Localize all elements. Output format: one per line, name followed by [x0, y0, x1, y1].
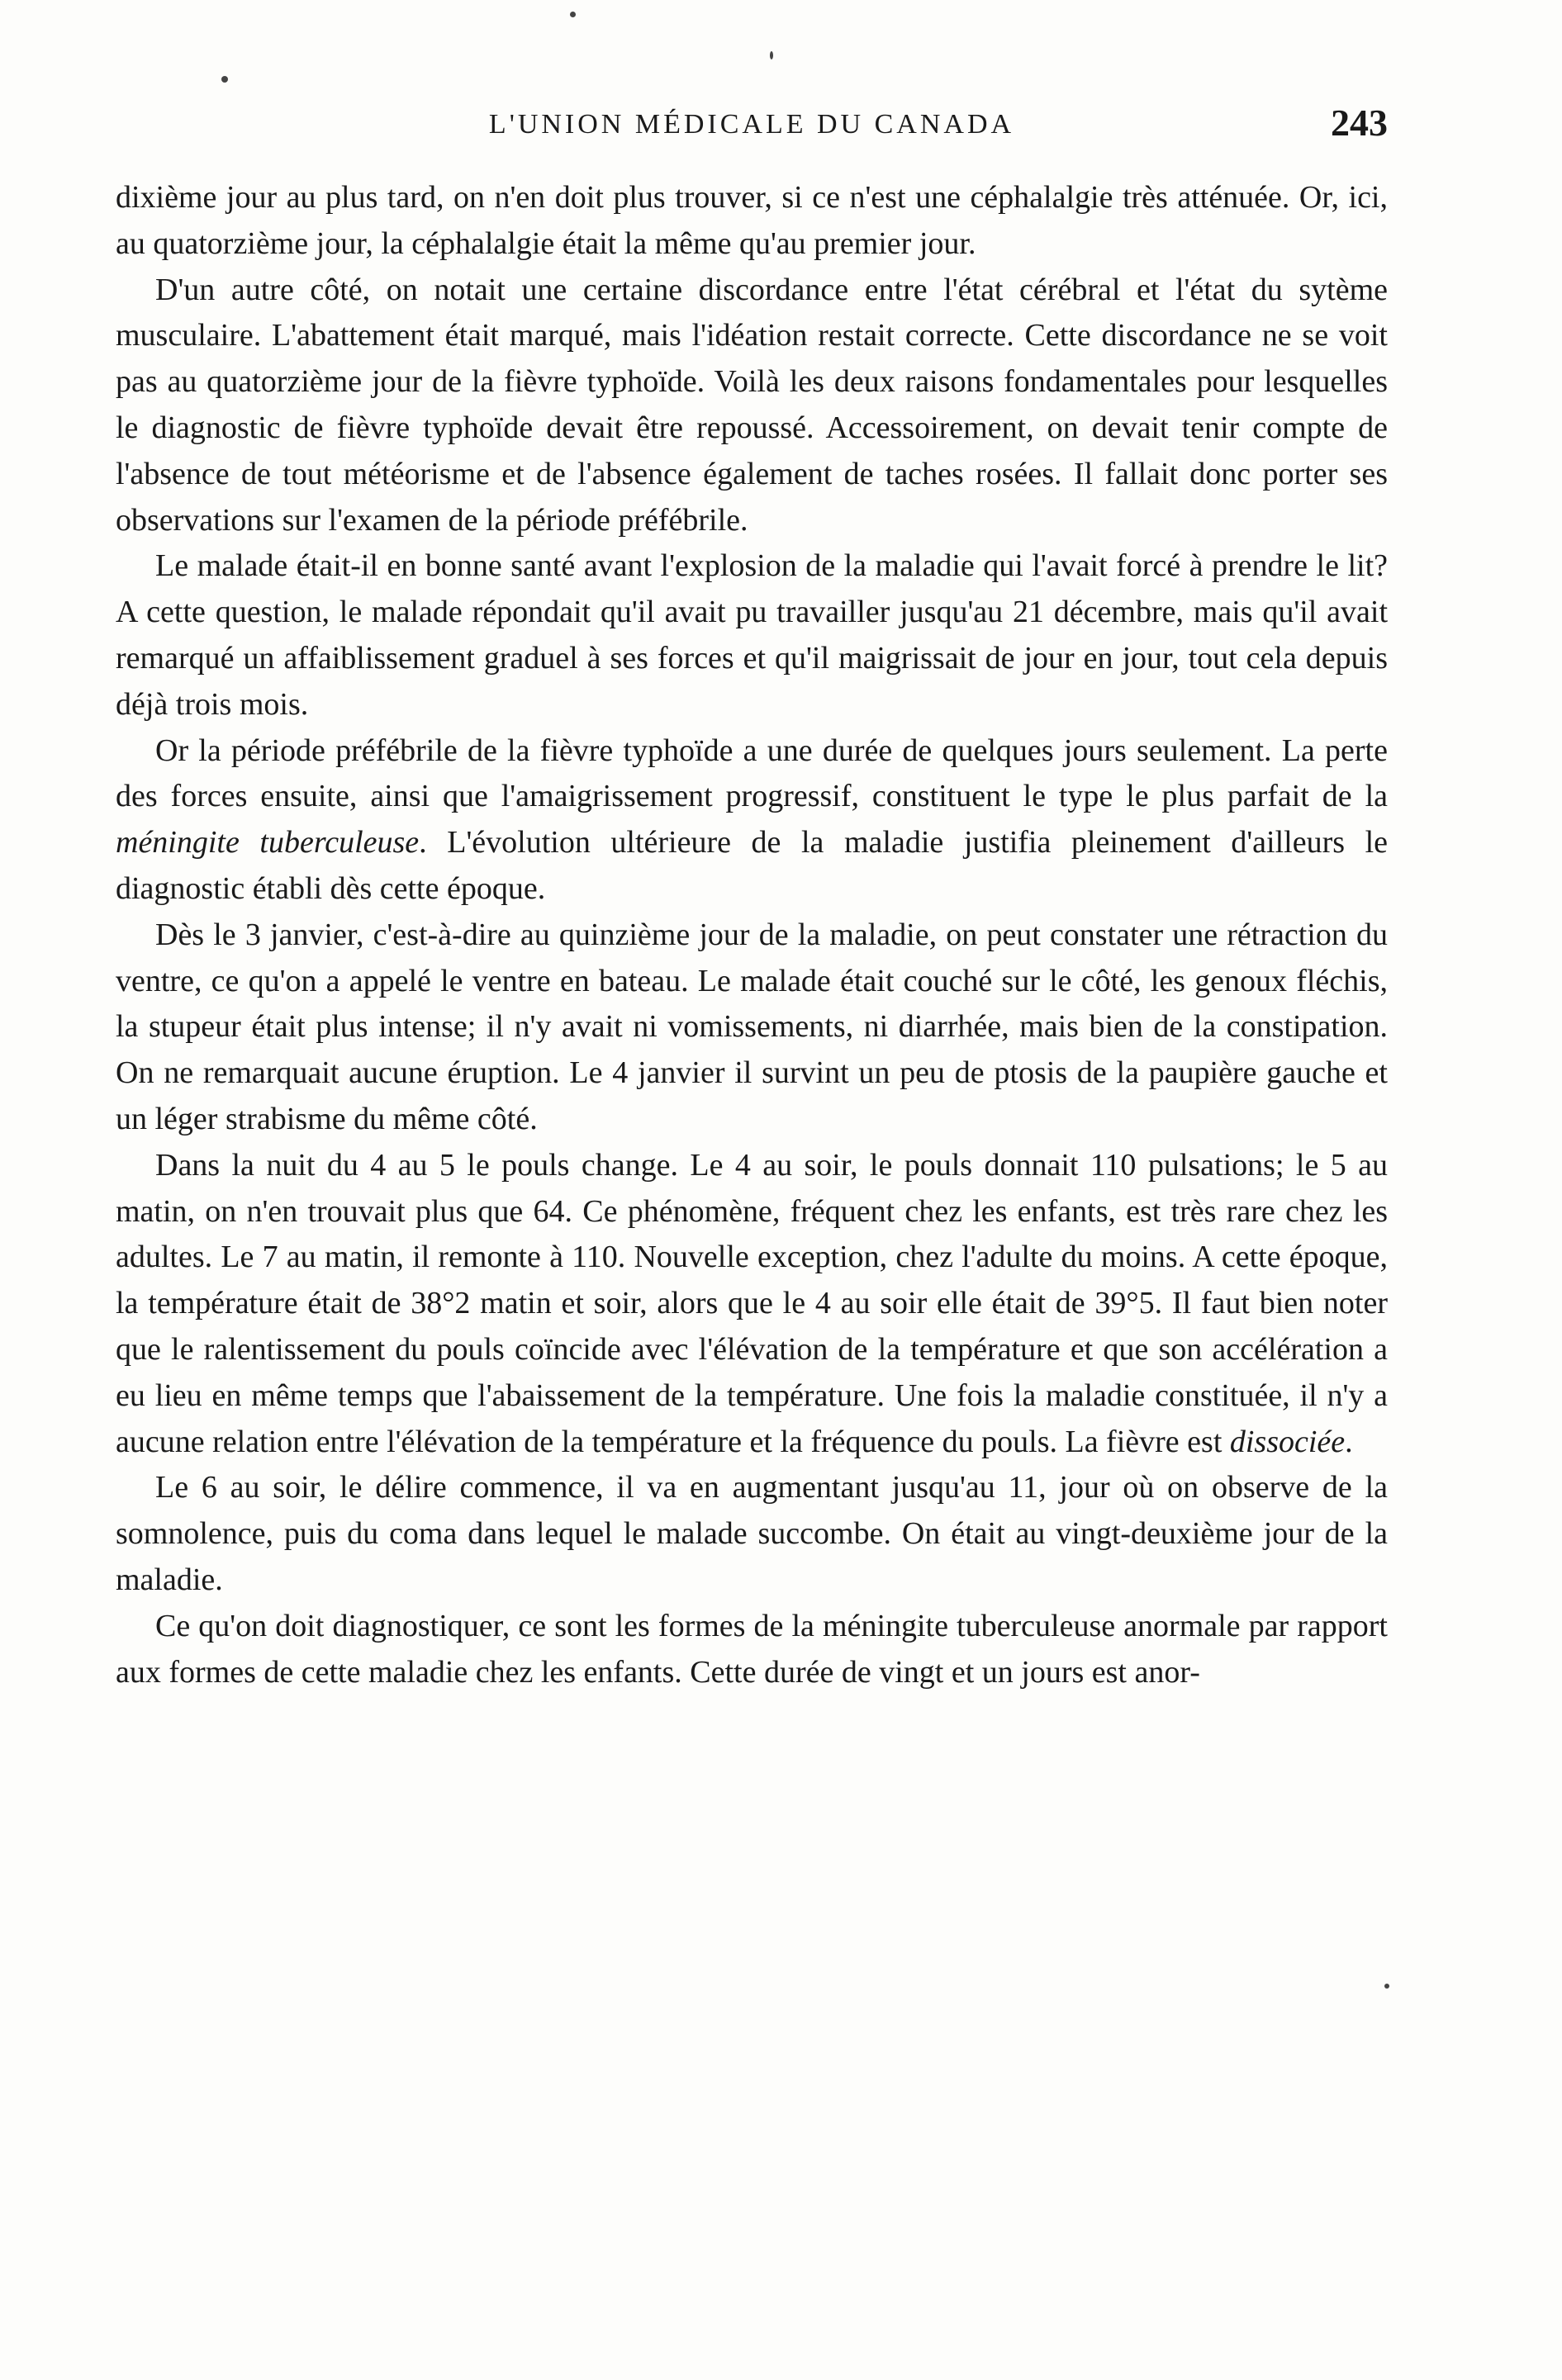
scan-speck — [221, 76, 228, 83]
paragraph-discordance: D'un autre côté, on notait une certaine discordance entre l'état cérébral et l'état du sytème musculaire. L'abattement était marqué, mais l'idéation restait correcte. Cette discordance ne se voit pas au quatorzième jour de la fièvre typhoïde. Voilà les deux raisons fondamentales pour lesquelles le diagnostic de fièvre typhoïde devait être repoussé. Accessoirement, on devait tenir compte de l'absence de tout météorisme et de l'absence également de taches rosées. Il fallait donc porter ses observations sur l'examen de la période préfébrile. — [116, 272, 1388, 538]
scan-speck — [570, 12, 576, 17]
italic-term-meningite: méningite tuberculeuse — [116, 825, 420, 860]
paragraph-cephalalgie: dixième jour au plus tard, on n'en doit plus trouver, si ce n'est une céphalalgie très atténuée. Or, ici, au quatorzième jour, la céphalalgie était la même qu'au premier jour. — [116, 180, 1388, 261]
text-run: . L'évolution ultérieure de la maladie justifia pleinement d'ailleurs le diagnostic établi dès cette époque. — [116, 825, 1389, 906]
paragraph-periode-prefebrile — [116, 728, 1388, 913]
scan-speck — [1384, 1984, 1389, 1989]
text-run: . — [1345, 1424, 1353, 1459]
text-run: Dans la nuit du 4 au 5 le pouls change. Le 4 au soir, le pouls donnait 110 pulsations; le 5 au matin, on n'en trouvait plus que 64. Ce phénomène, fréquent chez les enfants, est très rare chez les adultes. Le 7 au matin, il remonte à 110. Nouvelle exception, chez l'adulte du moins. A cette époque, la température était de 38°2 matin et soir, alors que le 4 au soir elle était de 39°5. Il faut bien noter que le ralentissement du pouls coïncide avec l'élévation de la température et que son accélération a eu lieu en même temps que l'abaissement de la température. Une fois la maladie constituée, il n'y a aucune relation entre l'élévation de la température et la fréquence du pouls. La fièvre est — [116, 1147, 1388, 1459]
paragraph-sante-prealable: Le malade était-il en bonne santé avant l'explosion de la maladie qui l'avait forcé à prendre le lit? A cette question, le malade répondait qu'il avait pu travailler jusqu'au 21 décembre, mais qu'il avait remarqué un affaiblissement graduel à ses forces et qu'il maigrissait de jour en jour, tout cela depuis déjà trois mois. — [116, 548, 1388, 722]
paragraph-3-janvier: Dès le 3 janvier, c'est-à-dire au quinzième jour de la maladie, on peut constater une rétraction du ventre, ce qu'on a appelé le ventre en bateau. Le malade était couché sur le côté, les genoux fléchis, la stupeur était plus intense; il n'y avait ni vomissements, ni diarrhée, mais bien de la constipation. On ne remarquait aucune éruption. Le 4 janvier il survint un peu de ptosis de la paupière gauche et un léger strabisme du même côté. — [116, 917, 1388, 1136]
paragraph-pouls — [116, 1143, 1388, 1466]
paragraph-formes-anormales: Ce qu'on doit diagnostiquer, ce sont les formes de la méningite tuberculeuse anormale par rapport aux formes de cette maladie chez les enfants. Cette durée de vingt et un jours est anor- — [116, 1608, 1388, 1690]
journal-title: L'UNION MÉDICALE DU CANADA — [488, 109, 1015, 140]
scan-speck — [770, 51, 773, 59]
italic-term-dissociee: dissociée — [1229, 1424, 1346, 1459]
page-number: 243 — [1331, 102, 1388, 144]
text-run: Or la période préfébrile de la fièvre typhoïde a une durée de quelques jours seulement. La perte des forces ensuite, ainsi que l'amaigrissement progressif, constituent le type le plus parfait de la — [116, 732, 1388, 814]
running-head — [116, 99, 1388, 149]
body-text — [116, 175, 1388, 1695]
paragraph-delire: Le 6 au soir, le délire commence, il va en augmentant jusqu'au 11, jour où on observe de la somnolence, puis du coma dans lequel le malade succombe. On était au vingt-deuxième jour de la maladie. — [116, 1470, 1388, 1597]
